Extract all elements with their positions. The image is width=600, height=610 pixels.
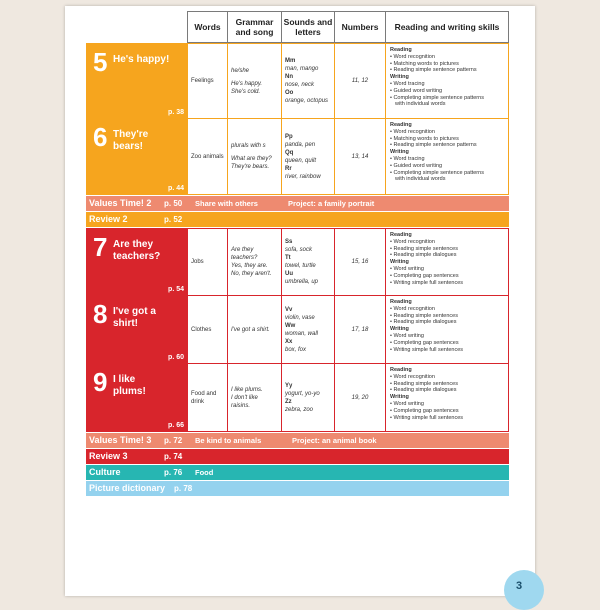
numbers-cell <box>335 44 386 118</box>
skill-line: • Writing simple full sentences <box>390 346 464 353</box>
band-label: Culture <box>89 467 121 477</box>
letter: Nn <box>285 74 293 80</box>
header-words: Words <box>187 11 227 43</box>
unit-row-8 <box>86 296 509 364</box>
unit-title: He's happy! <box>113 54 170 65</box>
numbers-text: 13, 14 <box>351 153 369 160</box>
band-label: Values Time! 2 <box>89 198 152 208</box>
skill-line: • Reading simple dialogues <box>390 319 457 326</box>
skill-line: • Matching words to pictures <box>390 60 459 67</box>
review-2-band[interactable] <box>86 212 509 227</box>
letter: Oo <box>285 90 294 96</box>
unit-number: 5 <box>93 47 108 77</box>
unit-tile-7[interactable] <box>87 229 188 295</box>
grammar-line: I don't like raisins. <box>231 394 258 409</box>
words-cell <box>188 44 228 118</box>
skill-line: • Reading simple sentences <box>390 380 458 387</box>
letter: Rr <box>285 165 292 172</box>
header-numbers: Numbers <box>334 11 385 43</box>
picture-dictionary-band[interactable] <box>86 481 509 496</box>
words-text: Feelings <box>191 78 214 84</box>
letter: Zz <box>285 398 292 405</box>
reading-cell <box>386 364 510 431</box>
sound-words: sofa, sock <box>285 247 313 253</box>
sounds-cell <box>282 364 335 431</box>
unit-page: p. 44 <box>168 185 184 192</box>
letter: Yy <box>285 382 293 389</box>
skill-line: • Word tracing <box>390 155 425 162</box>
unit-tile-9[interactable] <box>87 364 188 431</box>
sounds-cell <box>282 229 335 295</box>
letter: Xx <box>285 338 293 345</box>
grammar-line: What are they? <box>231 156 272 162</box>
values-time-3-band[interactable] <box>86 433 509 448</box>
band-label: Values Time! 3 <box>89 435 152 445</box>
skill-line: • Reading simple sentences <box>390 245 458 252</box>
words-cell <box>188 229 228 295</box>
letter: Ss <box>285 239 293 245</box>
unit-page: p. 66 <box>168 422 184 429</box>
sound-words: nose, neck <box>285 82 315 88</box>
letter: Ww <box>285 322 296 329</box>
words-text: Clothes <box>191 326 212 333</box>
unit-page: p. 38 <box>168 109 184 116</box>
skill-line: with individual words <box>395 101 446 108</box>
words-cell <box>188 296 228 363</box>
sounds-cell <box>282 44 335 118</box>
band-project: Project: a family portrait <box>288 199 375 208</box>
skill-line: Writing <box>390 326 409 333</box>
skill-line: • Matching words to pictures <box>390 135 459 142</box>
grammar-cell <box>228 296 282 363</box>
band-topic: Be kind to animals <box>195 436 262 445</box>
unit-page: p. 60 <box>168 354 184 361</box>
unit-number: 6 <box>93 122 108 152</box>
unit-tile-8[interactable] <box>87 296 188 363</box>
words-text: Food and drink <box>191 390 217 405</box>
unit-title: They're bears! <box>113 129 149 152</box>
words-cell <box>188 364 228 431</box>
skill-line: Reading <box>390 232 412 238</box>
skill-line: Writing <box>390 149 409 156</box>
skill-line: • Word tracing <box>390 80 425 87</box>
skill-line: • Reading simple sentences <box>390 312 458 319</box>
skill-line: • Word recognition <box>390 238 435 245</box>
header-reading: Reading and writing skills <box>385 11 509 43</box>
grammar-line: I've got a shirt. <box>231 326 270 333</box>
review-3-band[interactable] <box>86 449 509 464</box>
words-text: Jobs <box>191 259 204 265</box>
numbers-cell <box>335 229 386 295</box>
band-page: p. 76 <box>164 468 183 477</box>
unit-tile-5[interactable] <box>87 44 188 118</box>
band-topic: Share with others <box>195 199 258 208</box>
sound-words: river, rainbow <box>285 173 321 180</box>
skill-line: • Completing gap sentences <box>390 272 459 279</box>
grammar-line: He's happy. <box>231 80 263 87</box>
grammar-cell <box>228 364 282 431</box>
values-time-2-band[interactable] <box>86 196 509 211</box>
skill-line: • Word recognition <box>390 53 435 60</box>
skill-line: • Reading simple sentence patterns <box>390 142 477 149</box>
numbers-text: 11, 12 <box>351 78 369 84</box>
reading-cell <box>386 229 510 295</box>
band-page: p. 78 <box>174 484 193 493</box>
numbers-text: 17, 18 <box>351 326 369 333</box>
numbers-cell <box>335 119 386 194</box>
grammar-line: plurals with s <box>231 143 266 149</box>
band-label: Review 3 <box>89 451 128 461</box>
skill-line: • Reading simple dialogues <box>390 252 457 259</box>
skill-line: • Writing simple full sentences <box>390 414 464 421</box>
unit-row-6 <box>86 119 509 195</box>
skill-line: Reading <box>390 299 412 305</box>
sound-words: woman, wall <box>285 330 319 337</box>
skill-line: • Writing simple full sentences <box>390 279 464 286</box>
unit-page: p. 54 <box>168 286 184 293</box>
letter: Pp <box>285 133 293 140</box>
numbers-cell <box>335 296 386 363</box>
numbers-text: 15, 16 <box>351 259 369 265</box>
skill-line: • Word writing <box>390 400 424 407</box>
letter: Uu <box>285 271 293 277</box>
contents-page <box>65 6 535 596</box>
page-number: 3 <box>516 580 523 592</box>
unit-row-7 <box>86 228 509 296</box>
band-label: Review 2 <box>89 214 128 224</box>
grammar-line: She's cold. <box>231 88 261 95</box>
letter: Vv <box>285 306 293 313</box>
skill-line: Reading <box>390 47 412 53</box>
skill-line: • Completing simple sentence patterns <box>390 94 484 101</box>
band-page: p. 52 <box>164 215 183 224</box>
page-number-badge <box>504 570 544 610</box>
sound-words: box, fox <box>285 346 307 353</box>
skill-line: • Guided word writing <box>390 87 443 94</box>
header-grammar: Grammar and song <box>227 11 281 43</box>
skill-line: • Word writing <box>390 332 424 339</box>
unit-row-9 <box>86 364 509 432</box>
grammar-line: he/she <box>231 67 250 74</box>
grammar-line: No, they aren't. <box>231 271 272 277</box>
sound-words: towel, turtle <box>285 263 316 269</box>
grammar-line: Are they teachers? <box>231 247 258 261</box>
skill-line: • Completing gap sentences <box>390 407 459 414</box>
unit-number: 9 <box>93 367 108 397</box>
band-label: Picture dictionary <box>89 483 166 493</box>
numbers-cell <box>335 364 386 431</box>
sound-words: panda, pen <box>285 141 316 148</box>
letter: Mm <box>285 58 296 64</box>
sound-words: man, mango <box>285 66 319 72</box>
skill-line: • Word writing <box>390 265 424 272</box>
letter: Qq <box>285 149 294 156</box>
skill-line: • Reading simple dialogues <box>390 387 457 394</box>
skill-line: Writing <box>390 394 409 401</box>
numbers-text: 19, 20 <box>351 394 369 401</box>
skill-line: • Word recognition <box>390 373 435 380</box>
grammar-line: They're bears. <box>231 164 270 170</box>
header-sounds: Sounds and letters <box>281 11 334 43</box>
band-page: p. 72 <box>164 436 183 445</box>
unit-number: 8 <box>93 299 108 329</box>
grammar-line: Yes, they are. <box>231 263 268 269</box>
skill-line: Writing <box>390 74 409 81</box>
sound-words: orange, octopus <box>285 98 329 104</box>
skill-line: • Guided word writing <box>390 162 443 169</box>
reading-cell <box>386 44 510 118</box>
unit-row-5 <box>86 43 509 119</box>
sounds-cell <box>282 296 335 363</box>
skill-line: • Completing gap sentences <box>390 339 459 346</box>
grammar-cell <box>228 44 282 118</box>
skill-line: Reading <box>390 367 412 373</box>
sound-words: yogurt, yo-yo <box>285 390 320 397</box>
skill-line: with individual words <box>395 176 446 183</box>
unit-number: 7 <box>93 232 108 262</box>
band-project: Project: an animal book <box>292 436 377 445</box>
skill-line: • Reading simple sentence patterns <box>390 67 477 74</box>
sound-words: umbrella, up <box>285 279 319 285</box>
band-page: p. 50 <box>164 199 183 208</box>
grammar-line: I like plums. <box>231 386 263 393</box>
words-cell <box>188 119 228 194</box>
grammar-cell <box>228 119 282 194</box>
grammar-cell <box>228 229 282 295</box>
words-text: Zoo animals <box>191 153 224 160</box>
unit-title: I like plums! <box>113 374 146 397</box>
sound-words: queen, quilt <box>285 157 317 164</box>
reading-cell <box>386 296 510 363</box>
sounds-cell <box>282 119 335 194</box>
skill-line: Reading <box>390 122 412 128</box>
reading-cell <box>386 119 510 194</box>
band-page: p. 74 <box>164 452 183 461</box>
band-topic: Food <box>195 468 214 477</box>
skill-line: • Word recognition <box>390 305 435 312</box>
skill-line: • Word recognition <box>390 128 435 135</box>
skill-line: Writing <box>390 259 409 266</box>
culture-band[interactable] <box>86 465 509 480</box>
sound-words: violin, vase <box>285 314 315 321</box>
skill-line: • Completing simple sentence patterns <box>390 169 484 176</box>
unit-title: Are they teachers? <box>113 239 161 262</box>
unit-title: I've got a shirt! <box>113 306 156 329</box>
letter: Tt <box>285 255 291 261</box>
sound-words: zebra, zoo <box>285 406 314 413</box>
unit-tile-6[interactable] <box>87 119 188 194</box>
